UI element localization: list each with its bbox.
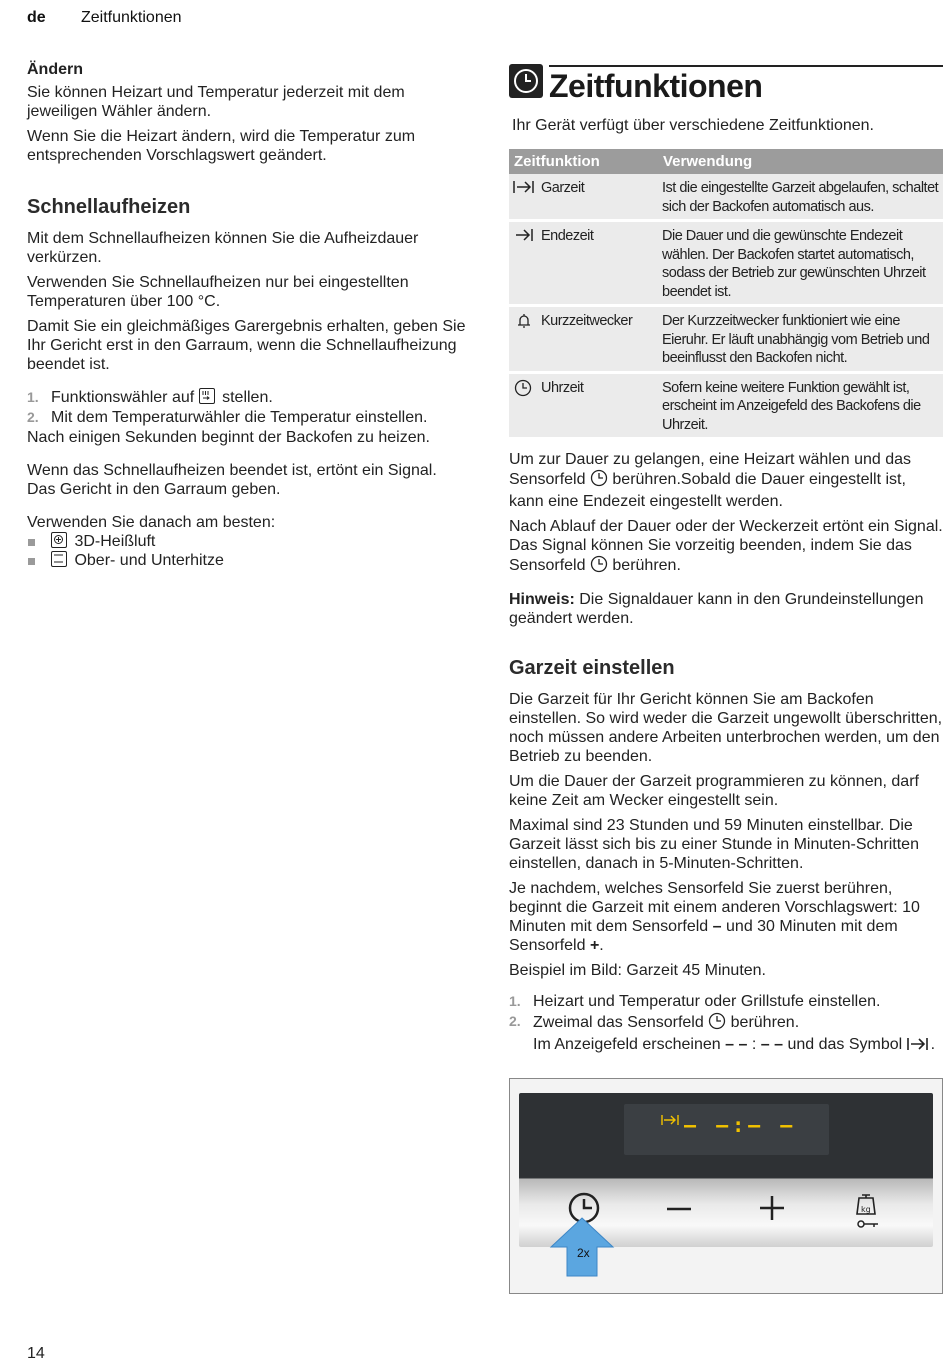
list-item xyxy=(27,532,467,551)
table-row xyxy=(509,174,943,221)
svg-text:kg: kg xyxy=(861,1205,871,1214)
text-segment: und das Symbol xyxy=(787,1036,903,1053)
column-header-use: Verwendung xyxy=(658,149,943,174)
aendern-heading: Ändern xyxy=(27,61,83,78)
signal-paragraph xyxy=(509,517,943,578)
text-segment: Je nachdem, welches Sensorfeld Sie zuerst berühren, beginnt die Garzeit mit einem anderen Vorschlagswert: 10 Minuten mit dem Sensorfeld xyxy=(509,880,920,935)
text-segment: Nach Ablauf der Dauer oder der Weckerzeit ertönt ein Signal. Das Signal können Sie vorzeitig beenden, indem Sie das Sensorfeld xyxy=(509,518,943,574)
function-cell xyxy=(509,221,658,306)
bullet-text: 3D-Heißluft xyxy=(74,533,156,550)
text-segment: berühren.Sobald die Dauer eingestellt ist, kann eine Endezeit eingestellt werden. xyxy=(509,471,906,510)
function-cell xyxy=(509,174,658,221)
aendern-paragraph-2: Wenn Sie die Heizart ändern, wird die Temperatur zum entsprechenden Vorschlagswert geändert. xyxy=(27,128,416,164)
duration-indicator-icon xyxy=(661,1112,681,1131)
text-segment: Zweimal das Sensorfeld xyxy=(533,1014,704,1031)
table-row xyxy=(509,221,943,306)
minus-sensor-button[interactable] xyxy=(666,1197,692,1226)
aendern-paragraph-1: Sie können Heizart und Temperatur jederzeit mit dem jeweiligen Wähler ändern. xyxy=(27,84,405,120)
function-name: Kurzzeitwecker xyxy=(541,313,633,329)
section-title: Zeitfunktionen xyxy=(81,9,182,26)
step-number: 2. xyxy=(27,409,39,425)
bullet-text: Ober- und Unterhitze xyxy=(74,552,224,569)
minus-symbol: – xyxy=(712,918,722,935)
display-colon: : xyxy=(751,1036,757,1053)
step-text: Mit dem Temperaturwähler die Temperatur einstellen. xyxy=(51,409,428,426)
step-text-a: Funktionswähler auf xyxy=(51,389,195,406)
fast-preheat-icon xyxy=(199,388,215,404)
duration-icon xyxy=(513,179,541,201)
function-name: Uhrzeit xyxy=(541,379,584,396)
garzeit-paragraph-1: Die Garzeit für Ihr Gericht können Sie am Backofen einstellen. So wird weder die Garzeit ungewollt überschritten, noch müssen andere Arbeiten unterbrochen werden, um den Betrieb zu beenden. xyxy=(509,691,943,765)
end-paragraph: Wenn das Schnellaufheizen beendet ist, ertönt ein Signal. Das Gericht in den Garraum geben. xyxy=(27,462,437,498)
text-segment: berühren. xyxy=(612,557,681,574)
end-time-icon xyxy=(513,227,541,249)
list-item xyxy=(27,551,467,570)
function-name: Garzeit xyxy=(541,180,585,196)
right-column xyxy=(509,60,943,1058)
use-cell: Sofern keine weitere Funktion gewählt ist, erscheint im Anzeigefeld des Backofens die Uhrzeit. xyxy=(658,372,943,439)
use-cell: Der Kurzzeitwecker funktioniert wie eine Eieruhr. Er läuft unabhängig vom Betrieb und beeinflusst den Backofen nicht. xyxy=(658,306,943,373)
hint-label: Hinweis: xyxy=(509,591,575,608)
hint-paragraph xyxy=(509,590,943,628)
plus-sensor-button[interactable] xyxy=(759,1195,785,1226)
garzeit-paragraph-2: Um die Dauer der Garzeit programmieren zu können, darf keine Zeit am Wecker eingestellt sein. xyxy=(509,773,919,809)
use-cell: Die Dauer und die gewünschte Endezeit wählen. Der Backofen startet automatisch, sodass der Betrieb zur gewünschten Uhrzeit beendet ist. xyxy=(658,221,943,306)
language-code: de xyxy=(27,9,46,26)
after-steps-text: Nach einigen Sekunden beginnt der Backofen zu heizen. xyxy=(27,429,430,446)
step-item xyxy=(27,408,467,427)
table-header-row xyxy=(509,149,943,174)
garzeit-example: Beispiel im Bild: Garzeit 45 Minuten. xyxy=(509,962,766,979)
column-header-function: Zeitfunktion xyxy=(509,149,658,174)
text-segment: Im Anzeigefeld erscheinen xyxy=(533,1036,721,1053)
duration-paragraph xyxy=(509,450,943,511)
page-number: 14 xyxy=(27,1345,45,1362)
left-column xyxy=(27,60,467,570)
hint-text: Die Signaldauer kann in den Grundeinstellungen geändert werden. xyxy=(509,591,924,627)
weight-lock-sensor-button[interactable] xyxy=(853,1191,881,1236)
timer-chapter-icon xyxy=(509,64,543,98)
table-row xyxy=(509,372,943,439)
press-count-label: 2x xyxy=(577,1246,590,1260)
step-text-b: stellen. xyxy=(222,389,273,406)
clock-icon xyxy=(708,1012,726,1035)
clock-icon xyxy=(590,555,608,578)
top-bottom-heat-icon xyxy=(51,551,67,567)
step-number: 1. xyxy=(509,993,521,1009)
step-number: 1. xyxy=(27,389,39,405)
function-cell xyxy=(509,306,658,373)
control-panel-figure xyxy=(509,1078,943,1294)
display-readout: – –:– – xyxy=(684,1113,797,1137)
step-item xyxy=(509,1012,943,1057)
step-text: Heizart und Temperatur oder Grillstufe einstellen. xyxy=(533,993,881,1010)
bullet-square xyxy=(28,539,35,546)
text-segment: und 30 Minuten mit dem Sensorfeld xyxy=(509,918,898,954)
clock-icon xyxy=(513,379,541,403)
recommended-modes-list xyxy=(27,532,467,570)
step-item xyxy=(509,992,943,1011)
garzeit-heading: Garzeit einstellen xyxy=(509,657,675,679)
text-segment: Um zur Dauer zu gelangen, eine Heizart wählen und das Sensorfeld xyxy=(509,451,912,488)
duration-icon xyxy=(907,1036,931,1057)
bell-icon xyxy=(513,312,541,336)
intro-text: Ihr Gerät verfügt über verschiedene Zeitfunktionen. xyxy=(512,117,874,134)
display-dashes: – – xyxy=(760,1036,783,1053)
use-cell: Ist die eingestellte Garzeit abgelaufen, schaltet sich der Backofen automatisch aus. xyxy=(658,174,943,221)
display-dashes: – – xyxy=(725,1036,748,1053)
garzeit-steps xyxy=(509,992,943,1057)
text-segment: . xyxy=(930,1036,936,1053)
hot-air-3d-icon xyxy=(51,532,67,548)
step-item xyxy=(27,388,467,407)
text-segment: . xyxy=(599,937,604,954)
function-name: Endezeit xyxy=(541,228,594,244)
use-intro: Verwenden Sie danach am besten: xyxy=(27,514,276,531)
function-cell xyxy=(509,372,658,439)
text-segment: berühren. xyxy=(730,1014,800,1031)
bullet-square xyxy=(28,558,35,565)
step-number: 2. xyxy=(509,1013,521,1029)
clock-icon xyxy=(590,469,608,492)
schnellaufheizen-heading: Schnellaufheizen xyxy=(27,196,191,218)
time-functions-table xyxy=(509,149,943,440)
garzeit-paragraph-4 xyxy=(509,879,943,955)
schnell-paragraph-2: Verwenden Sie Schnellaufheizen nur bei eingestellten Temperaturen über 100 °C. xyxy=(27,274,409,310)
garzeit-paragraph-3: Maximal sind 23 Stunden und 59 Minuten einstellbar. Die Garzeit lässt sich bis zu einer Stunde in Minuten-Schritten einstellen, danach in 5-Minuten-Schritten. xyxy=(509,817,919,872)
schnell-paragraph-1: Mit dem Schnellaufheizen können Sie die Aufheizdauer verkürzen. xyxy=(27,230,419,266)
table-row xyxy=(509,306,943,373)
chapter-title: Zeitfunktionen xyxy=(549,68,763,104)
schnell-paragraph-3: Damit Sie ein gleichmäßiges Garergebnis erhalten, geben Sie Ihr Gericht erst in den Garraum, wenn die Schnellaufheizung beendet ist. xyxy=(27,318,466,373)
display-field xyxy=(624,1104,829,1155)
plus-symbol: + xyxy=(589,937,600,954)
chapter-title-block xyxy=(509,60,943,106)
schnell-steps xyxy=(27,388,467,427)
